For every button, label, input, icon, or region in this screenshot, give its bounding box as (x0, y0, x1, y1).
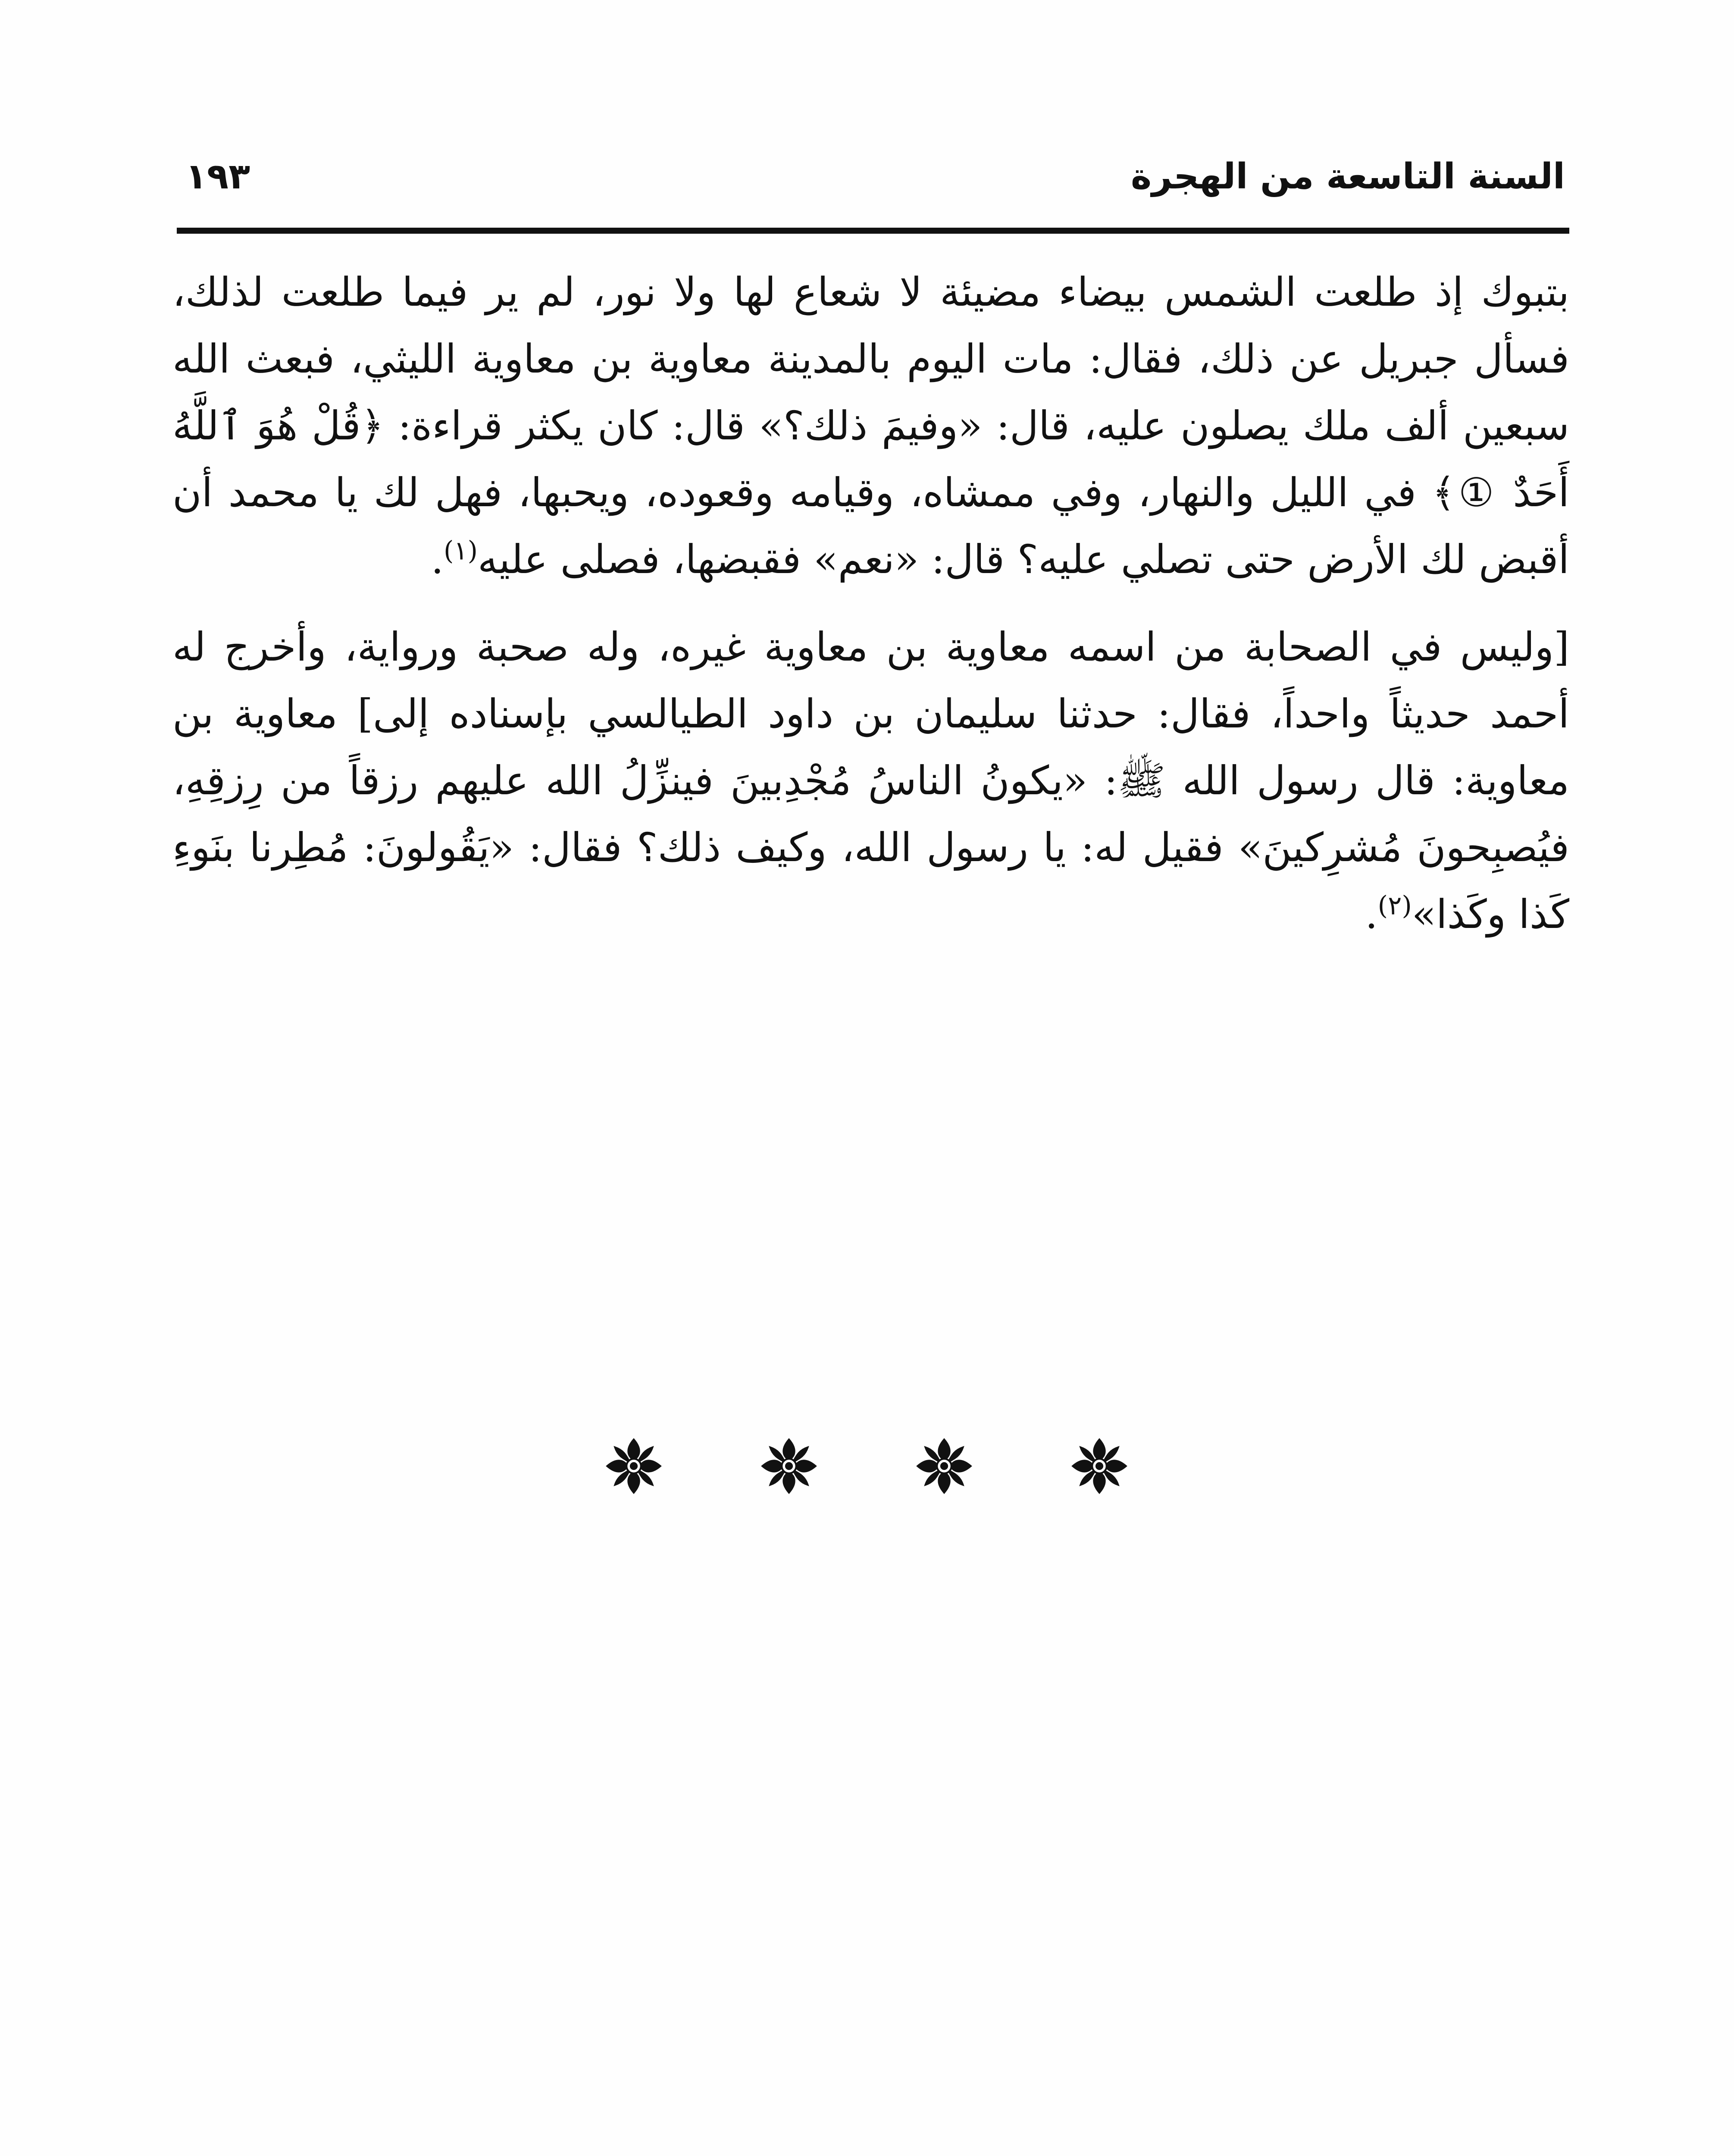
text-line: بتبوك إذ طلعت الشمس بيضاء مضيئة لا شعاع لها ولا نور، لم ير فيما طلعت لذلك، (172, 269, 1569, 315)
sentence-end: . (1365, 891, 1378, 937)
footnote-ref-2: (٢) (1377, 890, 1412, 921)
text-line: أَحَدٌ ①﴾ في الليل والنهار، وفي ممشاه، وقيامه وقعوده، ويحبها، فهل لك يا (335, 470, 1569, 516)
text-line: [وليس في الصحابة من اسمه معاوية بن معاوية غيره، وله صحبة ورواية، وأخرج (224, 624, 1570, 670)
running-header (185, 142, 1565, 220)
flower-ornament-icon (1069, 1436, 1130, 1496)
paragraph-2 (172, 614, 1569, 948)
text-line: كَذا وكَذا» (1412, 891, 1569, 937)
header-rule (177, 228, 1569, 234)
text-line: فيُصبِحونَ مُشرِكينَ» فقيل له: يا رسول الله، وكيف ذلك؟ فقال: «يَقُولونَ: مُطِرنا بنَوءِ (172, 824, 1569, 871)
text-line: سبعين ألف ملك يصلون عليه، قال: «وفيمَ ذلك؟» قال: كان يكثر قراءة: ﴿قُلْ هُوَ ٱللَّهُ (172, 403, 1569, 449)
section-divider-ornaments (604, 1432, 1130, 1501)
flower-ornament-icon (914, 1436, 974, 1496)
flower-ornament-icon (604, 1436, 664, 1496)
text-line: محمد أن أقبض لك الأرض حتى تصلي عليه؟ قال: «نعم» فقبضها، فصلى عليه (172, 470, 1569, 583)
running-title: السنة التاسعة من الهجرة (1130, 156, 1565, 197)
text-line: معاوية: قال رسول الله ﷺ: «يكونُ الناسُ مُجْدِبينَ فينزِّلُ الله عليهم رزقاً من رِزقِهِ، (172, 758, 1569, 804)
main-text (172, 259, 1569, 948)
flower-ornament-icon (759, 1436, 819, 1496)
sentence-end: . (431, 536, 444, 583)
footnote-ref-1: (١) (443, 536, 478, 566)
paragraph-1 (172, 259, 1569, 593)
page-number: ١٩٣ (185, 156, 250, 197)
text-line: فسأل جبريل عن ذلك، فقال: مات اليوم بالمدينة معاوية بن معاوية الليثي، فبعث الله (172, 336, 1569, 382)
text-line: له أحمد حديثاً واحداً، فقال: حدثنا سليمان بن داود الطيالسي بإسناده إلى] معاوية بن (172, 624, 1569, 737)
